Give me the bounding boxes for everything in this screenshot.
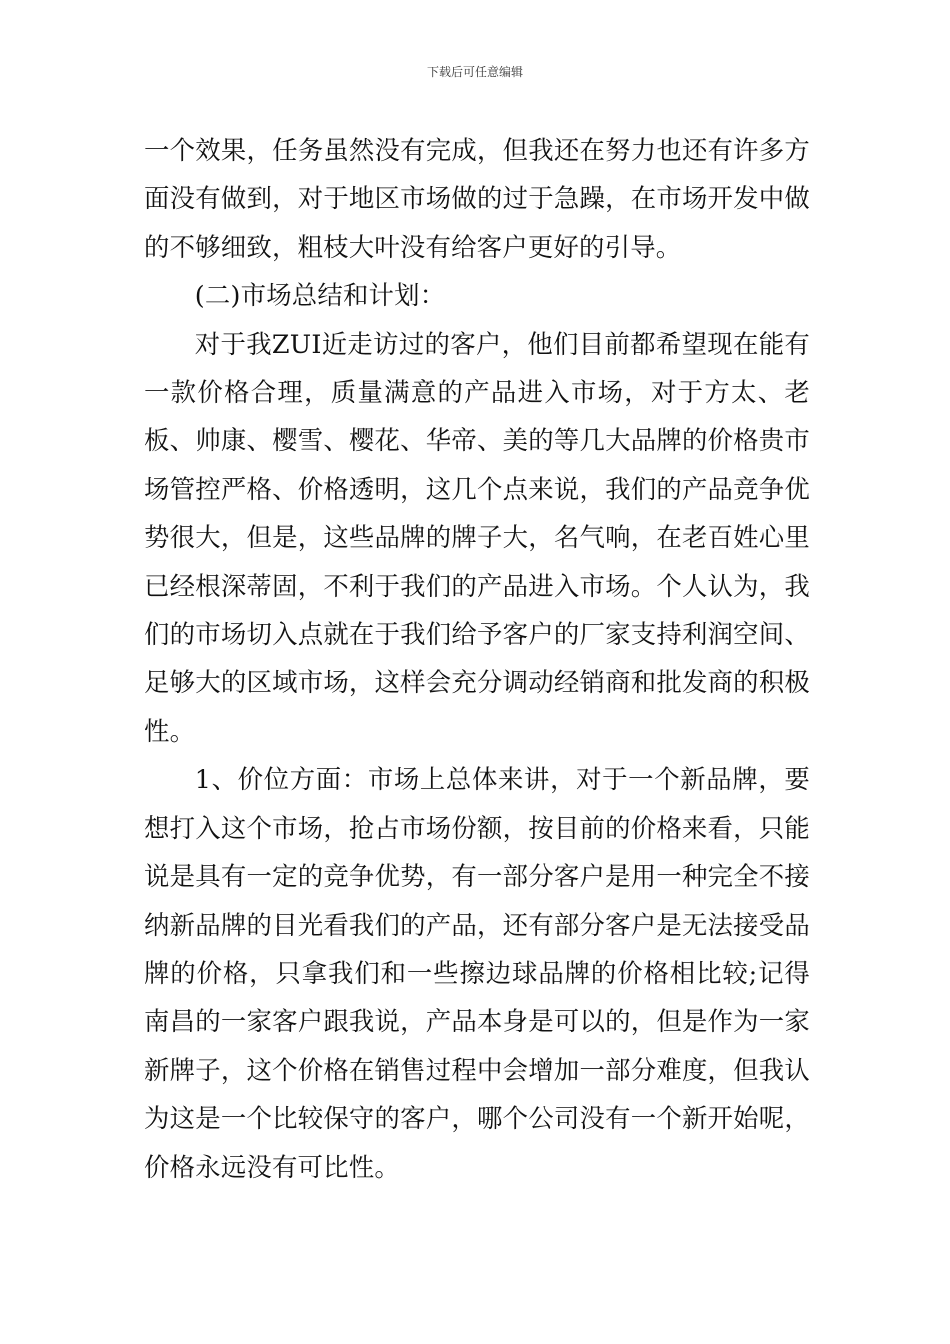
page-header: 下载后可任意编辑 bbox=[426, 65, 523, 79]
document-body bbox=[144, 126, 810, 1191]
paragraph-section-heading: (二)市场总结和计划： bbox=[194, 280, 446, 311]
paragraph-market-summary: 对于我ZUI近走访过的客户，他们目前都希望现在能有一款价格合理，质量满意的产品进入市场，对于方太、老板、帅康、樱雪、樱花、华帝、美的等几大品牌的价格贵市场管控严格、价格透明，这几个点来说，我们的产品竞争优势很大，但是，这些品牌的牌子大，名气响，在老百姓心里已经根深蒂固，不利于我们的产品进入市场。个人认为，我们的市场切入点就在于我们给予客户的厂家支持利润空间、足够大的区域市场，这样会充分调动经销商和批发商的积极性。 bbox=[144, 328, 810, 746]
paragraph-price-aspect: 1、价位方面：市场上总体来讲，对于一个新品牌，要想打入这个市场，抢占市场份额，按目前的价格来看，只能说是具有一定的竞争优势，有一部分客户是用一种完全不接纳新品牌的目光看我们的产品，还有部分客户是无法接受品牌的价格，只拿我们和一些擦边球品牌的价格相比较;记得南昌的一家客户跟我说，产品本身是可以的，但是作为一家新牌子，这个价格在销售过程中会增加一部分难度，但我认为这是一个比较保守的客户，哪个公司没有一个新开始呢，价格永远没有可比性。 bbox=[144, 764, 810, 1182]
paragraph-continuation: 一个效果，任务虽然没有完成，但我还在努力也还有许多方面没有做到，对于地区市场做的过于急躁，在市场开发中做的不够细致，粗枝大叶没有给客户更好的引导。 bbox=[144, 135, 810, 262]
